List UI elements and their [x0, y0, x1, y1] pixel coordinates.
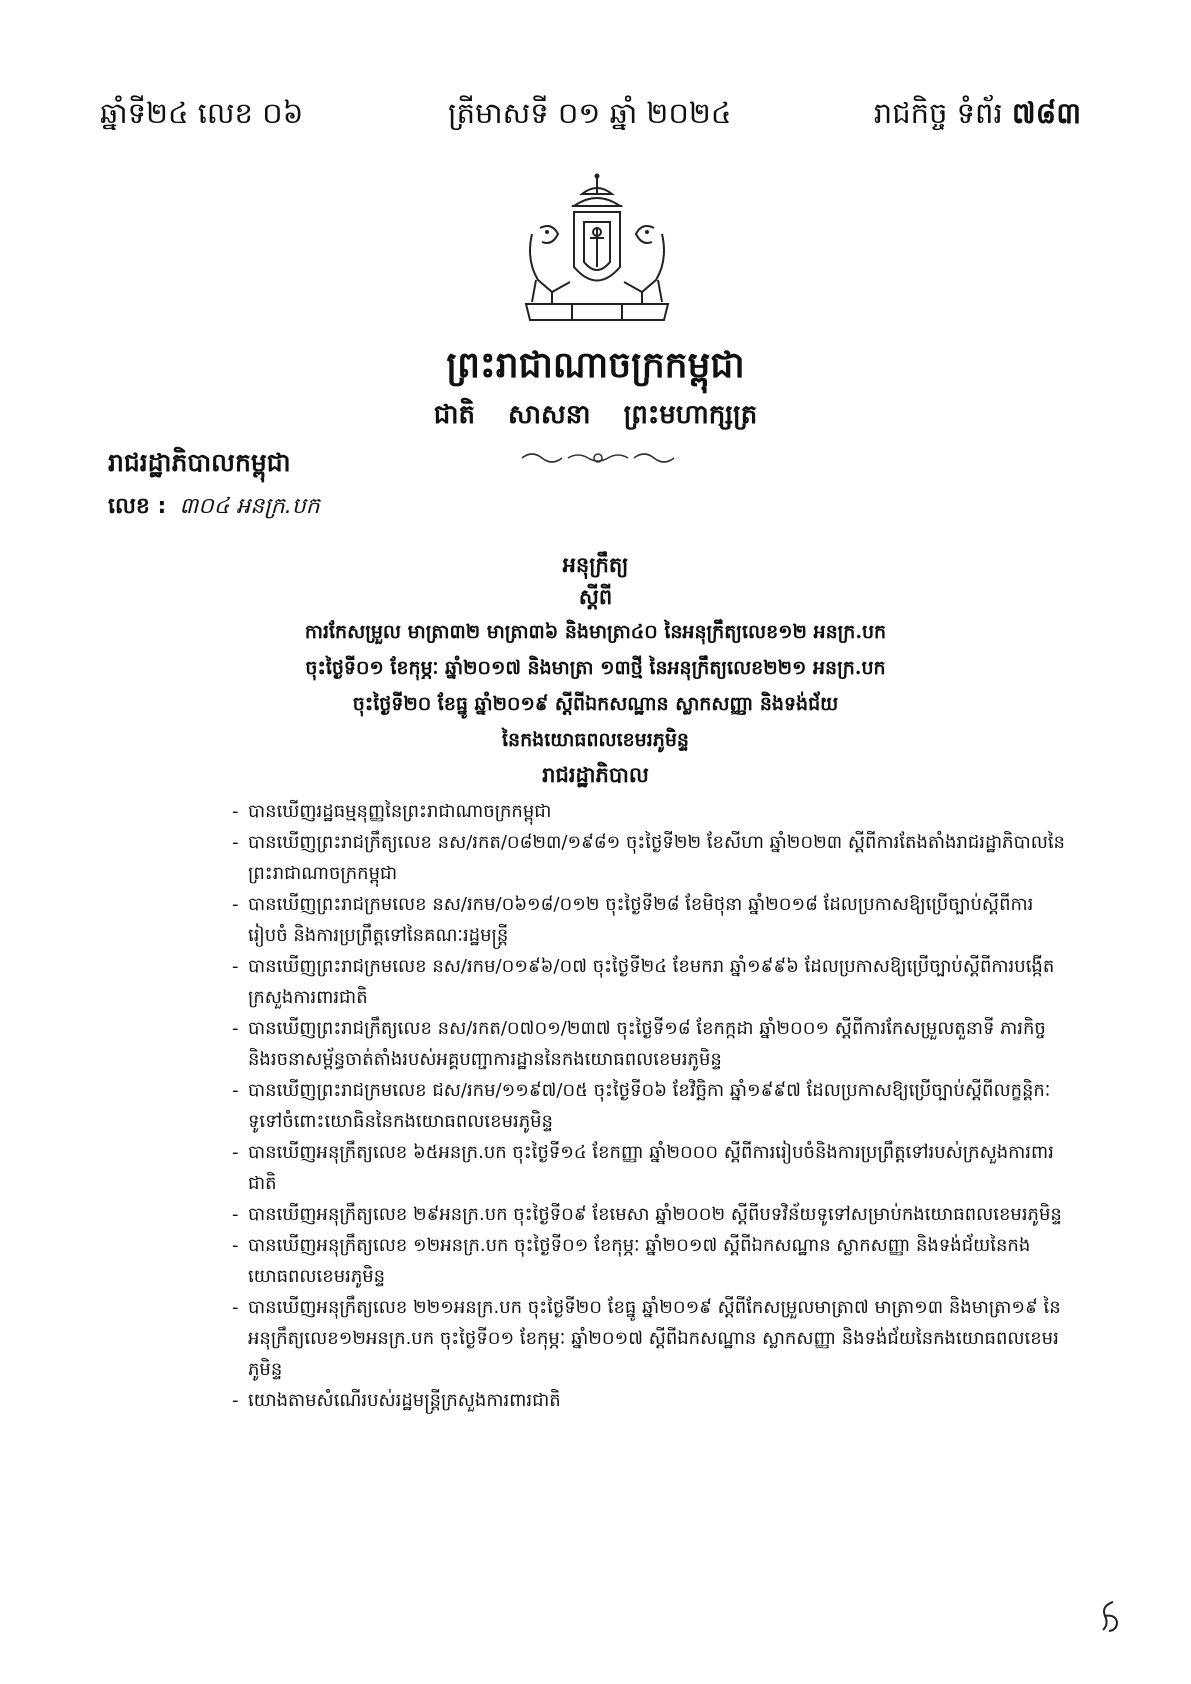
ornamental-divider-icon	[518, 448, 678, 468]
clause-item: - បានឃើញអនុក្រឹត្យលេខ ៦៥អនក្រ.បក ចុះថ្ងៃទី១៤ ខែកញ្ញា ឆ្នាំ២០០០ ស្ដីពីការរៀបចំនិងការប្រព្រឹត្តទៅរបស់ក្រសួងការពារជាតិ	[232, 1137, 1072, 1199]
gazette-issue: ឆ្នាំទី២៤ លេខ ០៦	[100, 96, 304, 130]
gazette-page	[874, 96, 1081, 138]
reference-value: ៣០៤ អនក្រ.បក	[179, 494, 320, 519]
document-on: ស្ដីពី	[578, 584, 613, 609]
document-issuer: រាជរដ្ឋាភិបាល	[542, 762, 649, 787]
motto-religion: សាសនា	[508, 400, 591, 430]
reference-label: លេខ :	[108, 494, 167, 519]
motto-king: ព្រះមហាក្សត្រ	[623, 400, 758, 430]
clause-item: - បានឃើញព្រះរាជក្រឹត្យលេខ នស/រកត/០៧០១/២៣៧ ចុះថ្ងៃទី១៨ ខែកក្កដា ឆ្នាំ២០០១ ស្ដីពីការកែសម្រួលតួនាទី ភារកិច្ច និងរចនាសម្ព័ន្ធចាត់តាំងរបស់អគ្គបញ្ជាការដ្ឋាននៃកងយោធពលខេមរភូមិន្ទ	[232, 1013, 1072, 1075]
clause-item: - បានឃើញព្រះរាជក្រមលេខ នស/រកម/០៦១៨/០១២ ចុះថ្ងៃទី២៨ ខែមិថុនា ឆ្នាំ២០១៨ ដែលប្រកាសឱ្យប្រើច្បាប់ស្ដីពីការរៀបចំ និងការប្រព្រឹត្តទៅនៃគណៈរដ្ឋមន្ត្រី	[232, 889, 1072, 951]
clause-item: - បានឃើញអនុក្រឹត្យលេខ ២២១អនក្រ.បក ចុះថ្ងៃទី២០ ខែធ្នូ ឆ្នាំ២០១៩ ស្ដីពីកែសម្រួលមាត្រា៧ មាត្រា១៣ និងមាត្រា១៩ នៃអនុក្រឹត្យលេខ១២អនក្រ.បក ចុះថ្ងៃទី០១ ខែកុម្ភៈ ឆ្នាំ២០១៧ ស្ដីពីឯកសណ្ឋាន ស្លាកសញ្ញា និងទង់ជ័យនៃកងយោធពលខេមរភូមិន្ទ	[232, 1292, 1072, 1385]
gazette-page-label: រាជកិច្ច ទំព័រ	[873, 96, 1003, 130]
clause-item: - យោងតាមសំណើរបស់រដ្ឋមន្ត្រីក្រសួងការពារជាតិ	[232, 1385, 1072, 1416]
document-type: អនុក្រឹត្យ	[562, 552, 629, 577]
kingdom-name: ព្រះរាជាណាចក្រកម្ពុជា	[446, 344, 745, 386]
document-title-line-3: ចុះថ្ងៃទី២០ ខែធ្នូ ឆ្នាំ២០១៩ ស្ដីពីឯកសណ្ឋាន ស្លាកសញ្ញា និងទង់ជ័យ	[352, 693, 839, 715]
document-title-line-4: នៃកងយោធពលខេមរភូមិន្ទ	[502, 729, 689, 751]
gazette-quarter: ត្រីមាសទី ០១ ឆ្នាំ ២០២៤	[448, 96, 732, 130]
document-title-line-2: ចុះថ្ងៃទី០១ ខែកុម្ភៈ ឆ្នាំ២០១៧ និងមាត្រា ១៣ថ្មី នៃអនុក្រឹត្យលេខ២២១ អនក្រ.បក	[305, 657, 886, 679]
motto-nation: ជាតិ	[433, 400, 475, 430]
preamble-clauses	[232, 796, 1072, 1416]
gazette-page-number: ៧៨៣	[1011, 96, 1081, 130]
clause-item: - បានឃើញព្រះរាជក្រឹត្យលេខ នស/រកត/០៨២៣/១៩៨១ ចុះថ្ងៃទី២២ ខែសីហា ឆ្នាំ២០២៣ ស្ដីពីការតែងតាំងរាជរដ្ឋាភិបាលនៃព្រះរាជាណាចក្រកម្ពុជា	[232, 827, 1072, 889]
clause-item: - បានឃើញព្រះរាជក្រមលេខ ជស/រកម/១១៩៧/០៥ ចុះថ្ងៃទី០៦ ខែវិច្ឆិកា ឆ្នាំ១៩៩៧ ដែលប្រកាសឱ្យប្រើច្បាប់ស្ដីពីលក្ខន្តិកៈទូទៅចំពោះយោធិននៃកងយោធពលខេមរភូមិន្ទ	[232, 1075, 1072, 1137]
reference-number	[108, 492, 320, 524]
royal-coat-of-arms-icon	[512, 172, 682, 332]
clause-item: - បានឃើញអនុក្រឹត្យលេខ ២៩អនក្រ.បក ចុះថ្ងៃទី០៩ ខែមេសា ឆ្នាំ២០០២ ស្ដីពីបទវិន័យទូទៅសម្រាប់កងយោធពលខេមរភូមិន្ទ	[232, 1199, 1072, 1230]
clause-item: - បានឃើញព្រះរាជក្រមលេខ នស/រកម/០១៩៦/០៧ ចុះថ្ងៃទី២៤ ខែមករា ឆ្នាំ១៩៩៦ ដែលប្រកាសឱ្យប្រើច្បាប់ស្ដីពីការបង្កើតក្រសួងការពារជាតិ	[232, 951, 1072, 1013]
national-motto	[0, 398, 1191, 436]
clause-item: - បានឃើញរដ្ឋធម្មនុញ្ញនៃព្រះរាជាណាចក្រកម្ពុជា	[232, 796, 1072, 827]
clause-item: - បានឃើញអនុក្រឹត្យលេខ ១២អនក្រ.បក ចុះថ្ងៃទី០១ ខែកុម្ភៈ ឆ្នាំ២០១៧ ស្ដីពីឯកសណ្ឋាន ស្លាកសញ្ញា និងទង់ជ័យនៃកងយោធពលខេមរភូមិន្ទ	[232, 1230, 1072, 1292]
initial-mark-icon	[1095, 1598, 1125, 1634]
document-title-line-1: ការកែសម្រួល មាត្រា៣២ មាត្រា៣៦ និងមាត្រា៤០ នៃអនុក្រឹត្យលេខ១២ អនក្រ.បក	[304, 621, 887, 643]
government-name: រាជរដ្ឋាភិបាលកម្ពុជា	[108, 448, 291, 477]
